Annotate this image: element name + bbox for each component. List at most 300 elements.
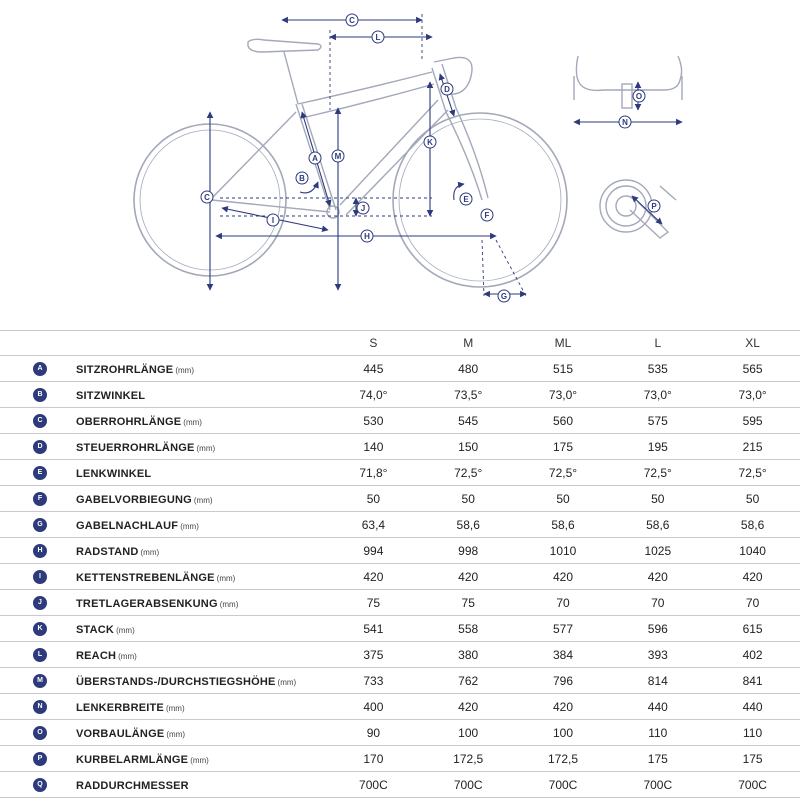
value-cell xyxy=(705,746,800,772)
row-key-cell xyxy=(0,720,76,746)
parameter-unit: (mm) xyxy=(175,365,194,375)
value-text: 90 xyxy=(366,725,381,740)
parameter-name: LENKWINKEL xyxy=(76,467,152,480)
value-text: 70 xyxy=(651,595,665,610)
row-key-badge: N xyxy=(33,700,47,714)
svg-text:J: J xyxy=(360,204,366,213)
parameter-unit: (mm) xyxy=(183,417,202,427)
row-key-cell xyxy=(0,512,76,538)
value-cell xyxy=(516,538,611,564)
value-text: 402 xyxy=(742,647,763,662)
value-cell xyxy=(326,460,421,486)
row-key-cell xyxy=(0,772,76,798)
bike-geometry-diagram xyxy=(0,0,800,320)
row-name-cell xyxy=(76,720,326,746)
value-text: 100 xyxy=(458,725,479,740)
diagram-label-o xyxy=(633,90,645,102)
value-text: 515 xyxy=(552,361,573,376)
svg-text:I: I xyxy=(271,216,275,225)
value-text: 50 xyxy=(651,491,665,506)
parameter-name: ÜBERSTANDS-/DURCHSTIEGSHÖHE xyxy=(76,675,276,688)
diagram-label-c xyxy=(346,14,358,26)
parameter-name: STACK xyxy=(76,623,115,636)
value-text: 58,6 xyxy=(551,517,575,532)
diagram-label-k xyxy=(424,136,436,148)
diagram-label-g xyxy=(498,290,510,302)
value-text: 71,8° xyxy=(359,465,388,480)
diagram-label-i xyxy=(267,214,279,226)
value-text: 530 xyxy=(363,413,384,428)
table-row xyxy=(0,616,800,642)
value-text: 73,0° xyxy=(738,387,767,402)
diagram-label-e xyxy=(460,193,472,205)
row-name-cell xyxy=(76,434,326,460)
value-text: 50 xyxy=(461,491,475,506)
row-key-cell xyxy=(0,486,76,512)
row-name-cell xyxy=(76,408,326,434)
value-cell xyxy=(326,486,421,512)
value-cell xyxy=(326,668,421,694)
header-size-xl: XL xyxy=(705,331,800,356)
value-text: 140 xyxy=(363,439,384,454)
value-text: 72,5° xyxy=(738,465,767,480)
parameter-name: SITZWINKEL xyxy=(76,389,146,402)
svg-text:E: E xyxy=(463,195,469,204)
value-text: 700C xyxy=(548,777,578,792)
row-name-cell xyxy=(76,460,326,486)
row-key-badge: B xyxy=(33,388,47,402)
value-text: 420 xyxy=(552,569,573,584)
row-name-cell xyxy=(76,590,326,616)
row-key-badge: E xyxy=(33,466,47,480)
value-cell xyxy=(516,564,611,590)
row-key-cell xyxy=(0,460,76,486)
value-text: 175 xyxy=(742,751,763,766)
value-cell xyxy=(326,434,421,460)
row-key-cell xyxy=(0,382,76,408)
value-cell xyxy=(516,512,611,538)
value-cell xyxy=(421,356,516,382)
table-row xyxy=(0,564,800,590)
value-cell xyxy=(326,772,421,798)
reference-dashes xyxy=(220,14,526,296)
value-text: 420 xyxy=(742,569,763,584)
row-key-badge: A xyxy=(33,362,47,376)
value-cell xyxy=(705,486,800,512)
value-cell xyxy=(326,356,421,382)
row-key-badge: D xyxy=(33,440,47,454)
value-text: 700C xyxy=(359,777,388,792)
value-text: 762 xyxy=(458,673,479,688)
value-cell xyxy=(516,720,611,746)
value-text: 393 xyxy=(647,647,668,662)
value-text: 796 xyxy=(552,673,573,688)
value-text: 445 xyxy=(363,361,384,376)
diagram-label-j xyxy=(357,202,369,214)
value-text: 58,6 xyxy=(646,517,670,532)
value-cell xyxy=(516,746,611,772)
row-name-cell xyxy=(76,538,326,564)
row-name-cell xyxy=(76,772,326,798)
parameter-unit: (mm) xyxy=(193,495,213,505)
value-cell xyxy=(421,694,516,720)
value-text: 75 xyxy=(366,595,381,610)
value-text: 420 xyxy=(458,699,479,714)
value-cell xyxy=(421,460,516,486)
table-row xyxy=(0,746,800,772)
value-text: 440 xyxy=(742,699,763,714)
diagram-label-p xyxy=(648,200,660,212)
svg-text:G: G xyxy=(500,292,508,301)
parameter-name: RADDURCHMESSER xyxy=(76,779,189,792)
value-cell xyxy=(421,668,516,694)
table-row xyxy=(0,512,800,538)
crankset xyxy=(600,180,676,238)
value-cell xyxy=(326,382,421,408)
diagram-label-m xyxy=(332,150,344,162)
value-cell xyxy=(705,538,800,564)
row-name-cell xyxy=(76,486,326,512)
value-cell xyxy=(705,668,800,694)
value-cell xyxy=(516,668,611,694)
value-cell xyxy=(705,616,800,642)
row-key-badge: O xyxy=(33,726,47,740)
value-text: 172,5 xyxy=(547,751,578,766)
row-key-cell xyxy=(0,642,76,668)
value-cell xyxy=(421,616,516,642)
svg-text:K: K xyxy=(427,138,433,147)
table-row xyxy=(0,434,800,460)
row-name-cell xyxy=(76,616,326,642)
value-text: 596 xyxy=(647,621,668,636)
parameter-name: VORBAULÄNGE xyxy=(76,727,165,740)
value-text: 50 xyxy=(366,491,381,506)
value-text: 150 xyxy=(458,439,479,454)
value-cell xyxy=(610,460,705,486)
value-text: 110 xyxy=(743,725,763,740)
diagram-label-h xyxy=(361,230,373,242)
value-cell xyxy=(610,642,705,668)
row-name-cell xyxy=(76,642,326,668)
value-cell xyxy=(516,486,611,512)
value-cell xyxy=(326,720,421,746)
value-text: 380 xyxy=(458,647,479,662)
value-text: 175 xyxy=(647,751,668,766)
value-cell xyxy=(705,460,800,486)
svg-text:C: C xyxy=(349,16,355,25)
value-cell xyxy=(421,408,516,434)
parameter-unit: (mm) xyxy=(219,599,239,609)
svg-text:O: O xyxy=(635,92,643,101)
row-key-cell xyxy=(0,668,76,694)
value-cell xyxy=(610,434,705,460)
dimension-lines xyxy=(210,20,682,294)
row-key-cell xyxy=(0,590,76,616)
value-text: 420 xyxy=(458,569,479,584)
svg-text:A: A xyxy=(312,154,318,163)
value-cell xyxy=(610,356,705,382)
row-key-cell xyxy=(0,746,76,772)
value-cell xyxy=(326,564,421,590)
diagram-label-f xyxy=(481,209,493,221)
svg-text:N: N xyxy=(622,118,628,127)
value-text: 565 xyxy=(742,361,763,376)
parameter-unit: (mm) xyxy=(118,651,137,661)
svg-text:M: M xyxy=(334,152,342,161)
value-cell xyxy=(421,538,516,564)
value-cell xyxy=(421,642,516,668)
value-text: 420 xyxy=(647,569,668,584)
value-text: 110 xyxy=(648,725,668,740)
value-cell xyxy=(326,512,421,538)
value-cell xyxy=(516,772,611,798)
row-name-cell xyxy=(76,668,326,694)
value-text: 72,5° xyxy=(548,465,578,480)
value-cell xyxy=(326,408,421,434)
value-text: 73,5° xyxy=(454,387,483,402)
row-key-cell xyxy=(0,408,76,434)
value-cell xyxy=(326,694,421,720)
parameter-unit: (mm) xyxy=(140,547,160,557)
value-text: 63,4 xyxy=(361,517,386,532)
table-row xyxy=(0,668,800,694)
row-key-badge: I xyxy=(33,570,47,584)
header-key-col xyxy=(0,331,76,356)
diagram-label-c xyxy=(201,191,213,203)
svg-text:B: B xyxy=(299,174,305,183)
header-size-s: S xyxy=(326,331,421,356)
value-cell xyxy=(326,538,421,564)
value-cell xyxy=(516,408,611,434)
row-name-cell xyxy=(76,356,326,382)
parameter-name: OBERROHRLÄNGE xyxy=(76,415,182,428)
parameter-name: SITZROHRLÄNGE xyxy=(76,363,174,376)
row-key-badge: K xyxy=(33,622,47,636)
row-key-badge: L xyxy=(33,648,47,662)
value-cell xyxy=(516,460,611,486)
value-text: 73,0° xyxy=(548,387,578,402)
value-text: 535 xyxy=(647,361,668,376)
row-name-cell xyxy=(76,564,326,590)
table-row xyxy=(0,460,800,486)
value-cell xyxy=(705,772,800,798)
row-key-cell xyxy=(0,356,76,382)
value-cell xyxy=(421,590,516,616)
row-key-badge: G xyxy=(33,518,47,532)
value-cell xyxy=(326,746,421,772)
value-cell xyxy=(516,434,611,460)
parameter-name: RADSTAND xyxy=(76,545,139,558)
value-text: 733 xyxy=(363,673,384,688)
value-cell xyxy=(610,772,705,798)
value-text: 480 xyxy=(458,361,479,376)
value-text: 541 xyxy=(363,621,384,636)
value-cell xyxy=(705,694,800,720)
row-key-badge: J xyxy=(33,596,47,610)
row-key-badge: F xyxy=(33,492,47,506)
value-text: 1010 xyxy=(549,543,577,558)
value-cell xyxy=(421,434,516,460)
value-cell xyxy=(421,746,516,772)
svg-text:F: F xyxy=(484,211,490,220)
value-text: 575 xyxy=(647,413,668,428)
value-text: 558 xyxy=(458,621,479,636)
table-row xyxy=(0,382,800,408)
value-cell xyxy=(705,512,800,538)
value-text: 58,6 xyxy=(456,517,480,532)
value-text: 615 xyxy=(742,621,763,636)
header-size-l: L xyxy=(610,331,705,356)
row-key-badge: C xyxy=(33,414,47,428)
parameter-name: STEUERROHRLÄNGE xyxy=(76,441,195,454)
diagram-label-a xyxy=(309,152,321,164)
value-text: 420 xyxy=(552,699,573,714)
value-cell xyxy=(610,408,705,434)
table-row xyxy=(0,720,800,746)
value-cell xyxy=(421,564,516,590)
row-key-cell xyxy=(0,538,76,564)
value-text: 700C xyxy=(453,777,483,792)
row-name-cell xyxy=(76,382,326,408)
svg-text:D: D xyxy=(444,85,450,94)
parameter-name: KETTENSTREBENLÄNGE xyxy=(76,571,215,584)
value-cell xyxy=(610,382,705,408)
value-text: 440 xyxy=(647,699,668,714)
value-text: 560 xyxy=(552,413,573,428)
value-text: 73,0° xyxy=(643,387,672,402)
diagram-label-l xyxy=(372,31,384,43)
bike-frame xyxy=(212,39,488,218)
value-cell xyxy=(421,486,516,512)
value-cell xyxy=(610,564,705,590)
handlebar-front-view xyxy=(574,56,682,108)
table-row xyxy=(0,590,800,616)
value-cell xyxy=(516,382,611,408)
diagram-label-b xyxy=(296,172,308,184)
parameter-unit: (mm) xyxy=(190,755,209,765)
value-text: 400 xyxy=(363,699,384,714)
svg-text:C: C xyxy=(204,193,210,202)
value-cell xyxy=(326,590,421,616)
parameter-name: KURBELARMLÄNGE xyxy=(76,753,189,766)
value-cell xyxy=(705,356,800,382)
value-cell xyxy=(705,434,800,460)
row-key-cell xyxy=(0,616,76,642)
value-cell xyxy=(610,746,705,772)
parameter-unit: (mm) xyxy=(165,703,185,713)
value-cell xyxy=(610,538,705,564)
value-text: 998 xyxy=(458,543,479,558)
table-row xyxy=(0,538,800,564)
row-key-cell xyxy=(0,434,76,460)
parameter-name: GABELNACHLAUF xyxy=(76,519,179,532)
value-text: 215 xyxy=(742,439,763,454)
value-text: 1040 xyxy=(739,543,766,558)
value-text: 700C xyxy=(643,777,673,792)
value-cell xyxy=(610,668,705,694)
value-cell xyxy=(326,642,421,668)
header-size-m: M xyxy=(421,331,516,356)
value-text: 170 xyxy=(363,751,384,766)
diagram-label-n xyxy=(619,116,631,128)
value-text: 841 xyxy=(742,673,763,688)
value-text: 375 xyxy=(363,647,384,662)
value-text: 100 xyxy=(552,725,573,740)
value-text: 595 xyxy=(742,413,763,428)
value-text: 72,5° xyxy=(643,465,672,480)
value-cell xyxy=(516,590,611,616)
svg-text:P: P xyxy=(651,202,657,211)
row-name-cell xyxy=(76,694,326,720)
parameter-unit: (mm) xyxy=(166,729,186,739)
value-cell xyxy=(705,590,800,616)
header-name-col xyxy=(76,331,326,356)
value-text: 195 xyxy=(647,439,668,454)
value-cell xyxy=(610,720,705,746)
svg-text:L: L xyxy=(375,33,381,42)
value-text: 175 xyxy=(552,439,573,454)
row-name-cell xyxy=(76,746,326,772)
value-text: 994 xyxy=(363,543,384,558)
value-text: 50 xyxy=(745,491,760,506)
value-cell xyxy=(610,486,705,512)
parameter-unit: (mm) xyxy=(277,677,297,687)
value-text: 420 xyxy=(363,569,384,584)
row-key-badge: Q xyxy=(33,778,47,792)
value-cell xyxy=(705,720,800,746)
table-row xyxy=(0,486,800,512)
value-text: 1025 xyxy=(644,543,672,558)
value-cell xyxy=(610,590,705,616)
row-key-cell xyxy=(0,564,76,590)
value-cell xyxy=(326,616,421,642)
value-text: 58,6 xyxy=(740,517,765,532)
value-text: 384 xyxy=(552,647,573,662)
value-cell xyxy=(421,512,516,538)
table-row xyxy=(0,694,800,720)
value-cell xyxy=(516,356,611,382)
row-key-badge: H xyxy=(33,544,47,558)
value-cell xyxy=(610,616,705,642)
diagram-label-d xyxy=(441,83,453,95)
parameter-unit: (mm) xyxy=(180,521,199,531)
table-header-row xyxy=(0,331,800,356)
row-key-badge: M xyxy=(33,674,47,688)
parameter-unit: (mm) xyxy=(116,625,135,635)
table-row xyxy=(0,408,800,434)
row-name-cell xyxy=(76,512,326,538)
parameter-name: LENKERBREITE xyxy=(76,701,164,714)
table-row xyxy=(0,356,800,382)
value-text: 75 xyxy=(461,595,475,610)
row-key-cell xyxy=(0,694,76,720)
value-cell xyxy=(610,512,705,538)
value-text: 74,0° xyxy=(359,387,388,402)
geometry-table xyxy=(0,330,800,798)
value-cell xyxy=(421,772,516,798)
value-text: 70 xyxy=(556,595,570,610)
parameter-unit: (mm) xyxy=(216,573,236,583)
svg-text:H: H xyxy=(364,232,370,241)
value-cell xyxy=(705,642,800,668)
value-cell xyxy=(421,720,516,746)
value-text: 545 xyxy=(458,413,479,428)
value-text: 70 xyxy=(745,595,760,610)
table-row xyxy=(0,772,800,798)
value-cell xyxy=(516,616,611,642)
parameter-unit: (mm) xyxy=(196,443,216,453)
value-cell xyxy=(705,408,800,434)
